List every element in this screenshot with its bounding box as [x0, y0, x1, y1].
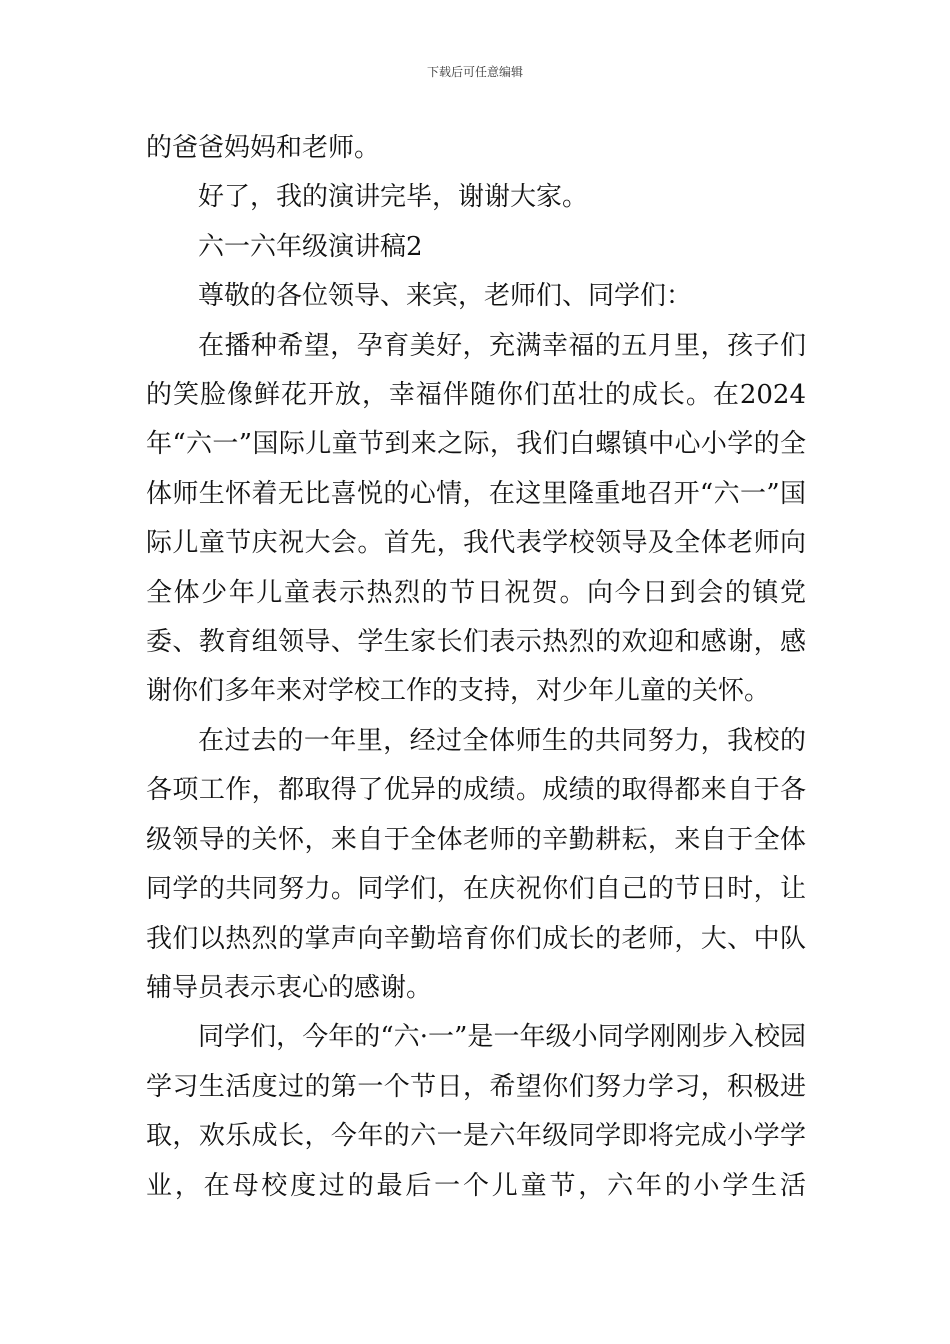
paragraph-closing: 好了，我的演讲完毕，谢谢大家。 — [198, 182, 589, 213]
paragraph-salutation: 尊敬的各位领导、来宾，老师们、同学们： — [198, 281, 693, 312]
paragraph-continuation: 的爸爸妈妈和老师。 — [146, 133, 381, 163]
paragraph-achievements: 在过去的一年里，经过全体师生的共同努力，我校的各项工作，都取得了优异的成绩。成绩的取得都来自于各级领导的关怀，来自于全体老师的辛勤耕耘，来自于全体同学的共同努力。同学们，在庆祝你们自己的节日时，让我们以热烈的掌声向辛勤培育你们成长的老师，大、中队辅导员表示衷心的感谢。 — [146, 725, 806, 1003]
section-title: 六一六年级演讲稿2 — [198, 231, 423, 262]
paragraph-opening: 在播种希望，孕育美好，充满幸福的五月里，孩子们的笑脸像鲜花开放，幸福伴随你们茁壮的成长。在2024年“六一”国际儿童节到来之际，我们白螺镇中心小学的全体师生怀着无比喜悦的心情，在这里隆重地召开“六一”国际儿童节庆祝大会。首先，我代表学校领导及全体老师向全体少年儿童表示热烈的节日祝贺。向今日到会的镇党委、教育组领导、学生家长们表示热烈的欢迎和感谢，感谢你们多年来对学校工作的支持，对少年儿童的关怀。 — [146, 330, 806, 707]
document-body — [146, 124, 806, 1211]
page-header-note: 下载后可任意编辑 — [426, 65, 523, 79]
paragraph-students: 同学们，今年的“六·一”是一年级小同学刚刚步入校园学习生活度过的第一个节日，希望你们努力学习，积极进取，欢乐成长，今年的六一是六年级同学即将完成小学学业，在母校度过的最后一个儿童节，六年的小学生活 — [146, 1022, 806, 1201]
